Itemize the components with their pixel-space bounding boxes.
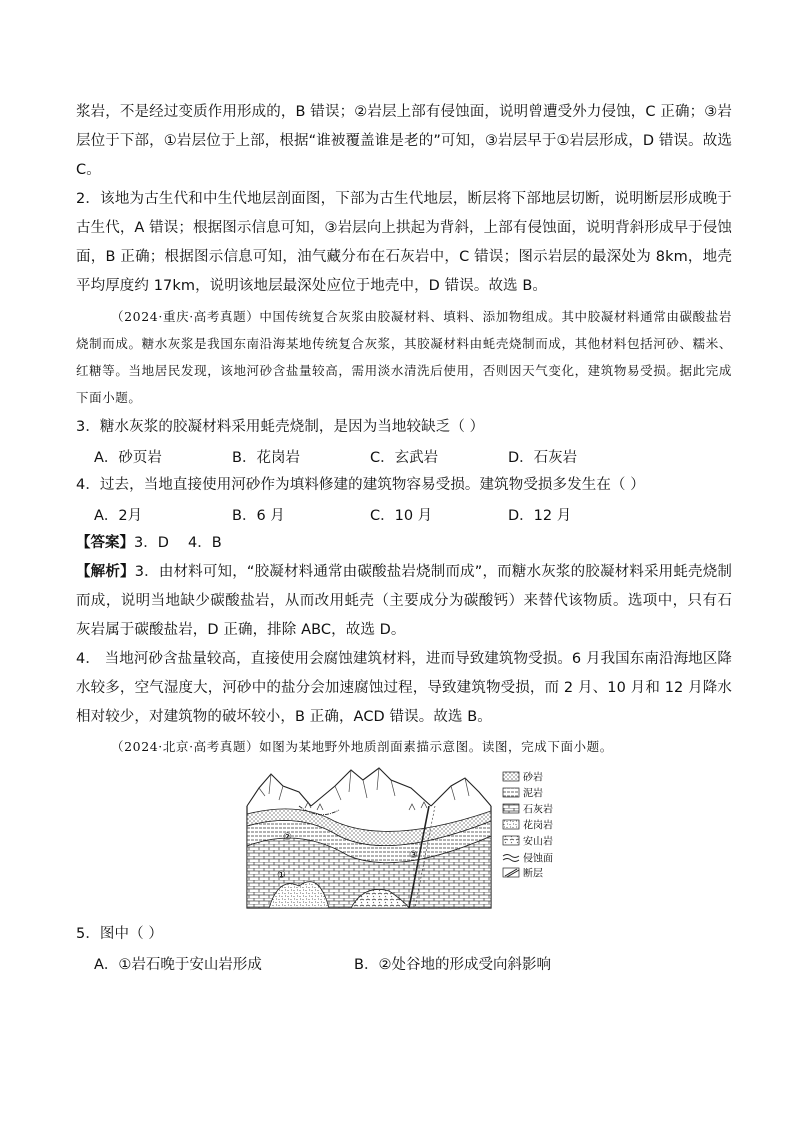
figure-legend [503, 771, 553, 880]
analysis-paragraph-4: 4． 当地河砂含盐量较高，直接使用会腐蚀建筑材料，进而导致建筑物受损。6 月我国东南沿海地区降水较多，空气湿度大，河砂中的盐分会加速腐蚀过程，导致建筑物受损，而 2 月、10 月和 12 月降水相对较少，对建筑物的破坏较小，B 正确，ACD 错误。故选 B。 [76, 651, 732, 725]
option-d[interactable]: D．石灰岩 [508, 450, 578, 466]
answer-text: 3．D 4．B [134, 535, 222, 551]
legend-fault: 断层 [523, 868, 543, 880]
option-b[interactable]: B．花岗岩 [232, 450, 300, 466]
geologic-section-sketch [239, 766, 577, 916]
legend-granite: 花岗岩 [523, 820, 553, 832]
marker-2: ② [283, 832, 292, 843]
mountains-sketch [247, 768, 491, 810]
option-a[interactable]: A．2月 [94, 508, 143, 524]
option-a[interactable]: A．①岩石晚于安山岩形成 [94, 957, 262, 973]
section-block [247, 806, 491, 908]
analysis-paragraph-2: 2．该地为古生代和中生代地层剖面图，下部为古生代地层，断层将下部地层切断，说明断层形成晚于古生代，A 错误；根据图示信息可知，③岩层向上拱起为背斜，上部有侵蚀面，说明背斜形成早于侵蚀面，B 正确；根据图示信息可知，油气藏分布在石灰岩中，C 错误；图示岩层的最深处为 8km，地壳平均厚度约 17km，说明该地层最深处应位于地壳中，D 错误。故选 B。 [76, 191, 732, 294]
question-4-stem: 4．过去，当地直接使用河砂作为填料修建的建筑物容易受损。建筑物受损多发生在（ ） [76, 477, 645, 493]
legend-sandstone: 砂岩 [523, 772, 543, 784]
option-b[interactable]: B．②处谷地的形成受向斜影响 [354, 957, 551, 973]
legend-andesite: 安山岩 [523, 836, 553, 848]
question-4-options [76, 500, 732, 529]
analysis-paragraph-1: 浆岩，不是经过变质作用形成的，B 错误；②岩层上部有侵蚀面，说明曾遭受外力侵蚀，C 正确；③岩层位于下部，①岩层位于上部，根据“谁被覆盖谁是老的”可知，③岩层早于①岩层形成，D 错误。故选 C。 [76, 104, 732, 178]
document-page [76, 98, 732, 978]
option-c[interactable]: C．10 月 [370, 508, 433, 524]
legend-mudstone: 泥岩 [523, 788, 543, 800]
option-b[interactable]: B．6 月 [232, 508, 285, 524]
legend-limestone: 石灰岩 [523, 804, 553, 816]
question-3-options [76, 442, 732, 471]
option-c[interactable]: C．玄武岩 [370, 450, 439, 466]
answer-label: 【答案】 [76, 535, 134, 551]
marker-1: ① [277, 870, 286, 881]
material-passage-1: （2024·重庆·高考真题）中国传统复合灰浆由胶凝材料、填料、添加物组成。其中胶凝材料通常由碳酸盐岩烧制而成。糖水灰浆是我国东南沿海某地传统复合灰浆，其胶凝材料由蚝壳烧制而成，其他材料包括河砂、糯米、红糖等。当地居民发现，该地河砂含盐量较高，需用淡水清洗后使用，否则因天气变化，建筑物易受损。据此完成下面小题。 [76, 309, 732, 405]
marker-3: ③ [409, 850, 418, 861]
answer-line [76, 529, 732, 558]
material-passage-2: （2024·北京·高考真题）如图为某地野外地质剖面素描示意图。读图，完成下面小题。 [111, 739, 613, 754]
legend-erosion-surface: 侵蚀面 [523, 853, 553, 865]
question-3-stem: 3．糖水灰浆的胶凝材料采用蚝壳烧制，是因为当地较缺乏（ ） [76, 419, 485, 435]
question-5-options [76, 949, 732, 978]
option-a[interactable]: A．砂页岩 [94, 450, 162, 466]
analysis-label: 【解析】 [76, 564, 135, 580]
geologic-section-figure [239, 766, 577, 916]
analysis-paragraph-3 [76, 558, 732, 645]
option-d[interactable]: D．12 月 [508, 508, 572, 524]
analysis-text-3: 3．由材料可知，“胶凝材料通常由碳酸盐岩烧制而成”，而糖水灰浆的胶凝材料采用蚝壳烧制而成，说明当地缺少碳酸盐岩，从而改用蚝壳（主要成分为碳酸钙）来替代该物质。选项中，只有石灰岩属于碳酸盐岩，D 正确，排除 ABC，故选 D。 [76, 564, 732, 638]
question-5-stem: 5．图中（ ） [76, 926, 164, 942]
